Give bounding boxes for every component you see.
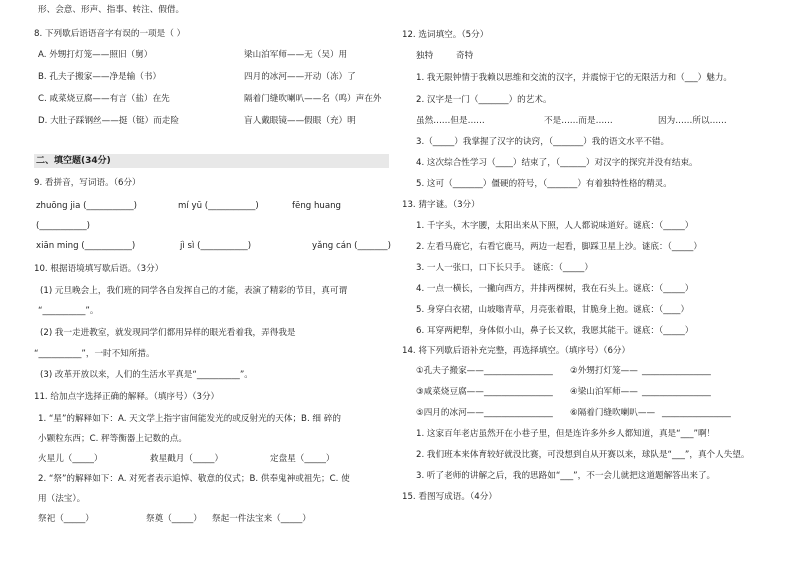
q9-item-fenghuang-blank: (___________): [36, 221, 90, 231]
q11-title: 11. 给加点字选择正确的解释。（填序号）（3分）: [34, 392, 220, 402]
q11-xing-3: 定盘星（_____）: [270, 454, 335, 464]
q12-line1: 1. 我无限钟情于我赖以思维和交流的汉字，并震惊于它的无限活力和（___）魅力。: [416, 73, 733, 83]
q9-item-fenghuang: fēng huang: [292, 201, 342, 211]
q14-blank-4: ________________: [642, 387, 711, 397]
q14-blank-5: ________________: [484, 408, 553, 418]
q11-line4: 2. “祭”的解释如下：A. 对死者表示追悼、敬意的仪式；B. 供奉鬼神或祖先；C. 使: [38, 474, 350, 484]
q10-title: 10. 根据语境填写歇后语。（3分）: [34, 264, 164, 274]
q14-item-4: ④梁山泊军师——: [570, 387, 638, 397]
q14-item-2: ②外甥打灯笼——: [570, 366, 638, 376]
q11-xing-2: 救星戳月（_____）: [150, 454, 224, 464]
q10-line3: (2) 我一走进教室，就发现同学们都用异样的眼光看着我，弄得我是: [40, 328, 296, 338]
q13-line6: 6. 耳穿两耙犁，身体似小山，鼻子长又软，我愿其能干。谜底：（_____）: [416, 326, 694, 336]
q14-blank-6: ________________: [662, 408, 731, 418]
q12-line2: 2. 汉字是一门（_______）的艺术。: [416, 95, 552, 105]
q13-line1: 1. 千字头，木字腰，太阳出来从下照，人人都说味道好。谜底：（_____）: [416, 221, 694, 231]
top-line: 形、会意、形声、指事、转注、假借。: [38, 5, 185, 15]
q14-line3: 3. 听了老师的讲解之后，我的思路如“___”，不一会儿就把这道题解答出来了。: [416, 471, 716, 481]
q11-line2: 小颗粒东西；C. 秤等衡器上记数的点。: [38, 434, 187, 444]
q10-line2: “__________”。: [38, 306, 99, 316]
q12-line4: 3.（_____）我掌握了汉字的诀窍，（_______）我的语文水平不错。: [416, 137, 670, 147]
q9-item-zhuangjia: zhuōng jia (___________): [36, 201, 138, 211]
q9-item-jisi: jì sì (___________): [180, 241, 252, 251]
q14-blank-3: ________________: [484, 387, 553, 397]
q9-item-yangcan: yǎng cán (_______): [312, 241, 391, 251]
q8-title: 8. 下列歇后语语音字有误的一项是（ ）: [34, 29, 186, 39]
q14-blank-1: ________________: [484, 366, 553, 376]
q8-option-b1: B. 孔夫子搬家——净是输（书）: [38, 72, 162, 82]
q10-line1: (1) 元旦晚会上，我们班的同学各自发挥自己的才能，表演了精彩的节目，真可谓: [40, 286, 348, 296]
q13-line4: 4. 一点一横长，一撇向西方，井排两棵树，我在石头上。谜底：（_____）: [416, 284, 694, 294]
q14-item-6: ⑥隔着门缝吹喇叭——: [570, 408, 656, 418]
q8-option-b2: 四月的冰河——开动（冻）了: [244, 72, 356, 82]
q9-item-miyu: mí yū (___________): [178, 201, 259, 211]
q8-option-a2: 梁山泊军师——无（吴）用: [244, 50, 348, 60]
q8-option-c1: C. 咸菜烧豆腐——有言（盐）在先: [38, 94, 170, 104]
q13-title: 13. 猜字谜。（3分）: [402, 200, 480, 210]
q13-line2: 2. 左看马鹿它，右看它鹿马，两边一起看，脚踩卫星上沙。谜底：（_____）: [416, 242, 702, 252]
q11-line5: 用（法宝）。: [38, 494, 86, 504]
q14-line1: 1. 这家百年老店虽然开在小巷子里，但是连许多外乡人都知道，真是“___”啊！: [416, 429, 716, 439]
q11-ji-2: 祭奠（_____）: [146, 514, 202, 524]
q12-pair-1: 虽然……但是……: [416, 116, 485, 126]
q8-option-c2: 隔着门缝吹喇叭——名（鸣）声在外: [244, 94, 382, 104]
q14-item-3: ③咸菜烧豆腐——: [416, 387, 484, 397]
q12-line5: 4. 这次综合性学习（____）结束了，（______）对汉字的探究并没有结束。: [416, 158, 698, 168]
q12-pair-3: 因为……所以……: [658, 116, 727, 126]
q12-title: 12. 选词填空。（5分）: [402, 30, 489, 40]
q9-title: 9. 看拼音，写词语。（6分）: [34, 178, 141, 188]
q14-line2: 2. 我们班本来体育较好就没比赛，可没想到自从开赛以来，球队是“___”，真个人失望。: [416, 450, 750, 460]
q15-title: 15. 看图写成语。（4分）: [402, 492, 497, 502]
q12-pair-2: 不是……而是……: [544, 116, 613, 126]
q10-line4: “__________”，一时不知所措。: [34, 349, 155, 359]
q8-option-d2: 盲人戴眼镜——假眼（充）明: [244, 116, 356, 126]
section-header-fill-blank: 二、填空题(34分): [34, 154, 389, 168]
q9-item-xianming: xiān ming (___________): [36, 241, 136, 251]
q11-ji-1: 祭祀（_____）: [38, 514, 94, 524]
q14-item-5: ⑤四月的冰河——: [416, 408, 484, 418]
q14-blank-2: ________________: [642, 366, 711, 376]
q11-xing-1: 火星儿（_____）: [38, 454, 103, 464]
q11-ji-3: 祭起一件法宝来（_____）: [212, 514, 311, 524]
q14-title: 14. 将下列歇后语补充完整，再选择填空。（填序号）（6分）: [402, 346, 631, 356]
q13-line5: 5. 身穿白衣裙，山坡嗡青草，月亮张着眼，甘脆身上抱。谜底：（____）: [416, 305, 690, 315]
q11-line1: 1. “星”的解释如下：A. 天文学上指宇宙间能发光的或反射光的天体；B. 细 碎的: [38, 414, 341, 424]
q8-option-d1: D. 大肚子踩钢丝——挺（铤）而走险: [38, 116, 179, 126]
q13-line3: 3. 一人一张口，口下长只手。 谜底：（_____）: [416, 263, 593, 273]
q14-item-1: ①孔夫子搬家——: [416, 366, 484, 376]
q12-word-2: 奇特: [456, 51, 474, 61]
q10-line5: (3) 改革开放以来，人们的生活水平真是“__________”。: [40, 370, 253, 380]
q12-word-1: 独特: [416, 51, 434, 61]
q12-line6: 5. 这可（_______）僵硬的符号，（_______）有着独特性格的精灵。: [416, 179, 672, 189]
q8-option-a1: A. 外甥打灯笼——照旧（舅）: [38, 50, 153, 60]
